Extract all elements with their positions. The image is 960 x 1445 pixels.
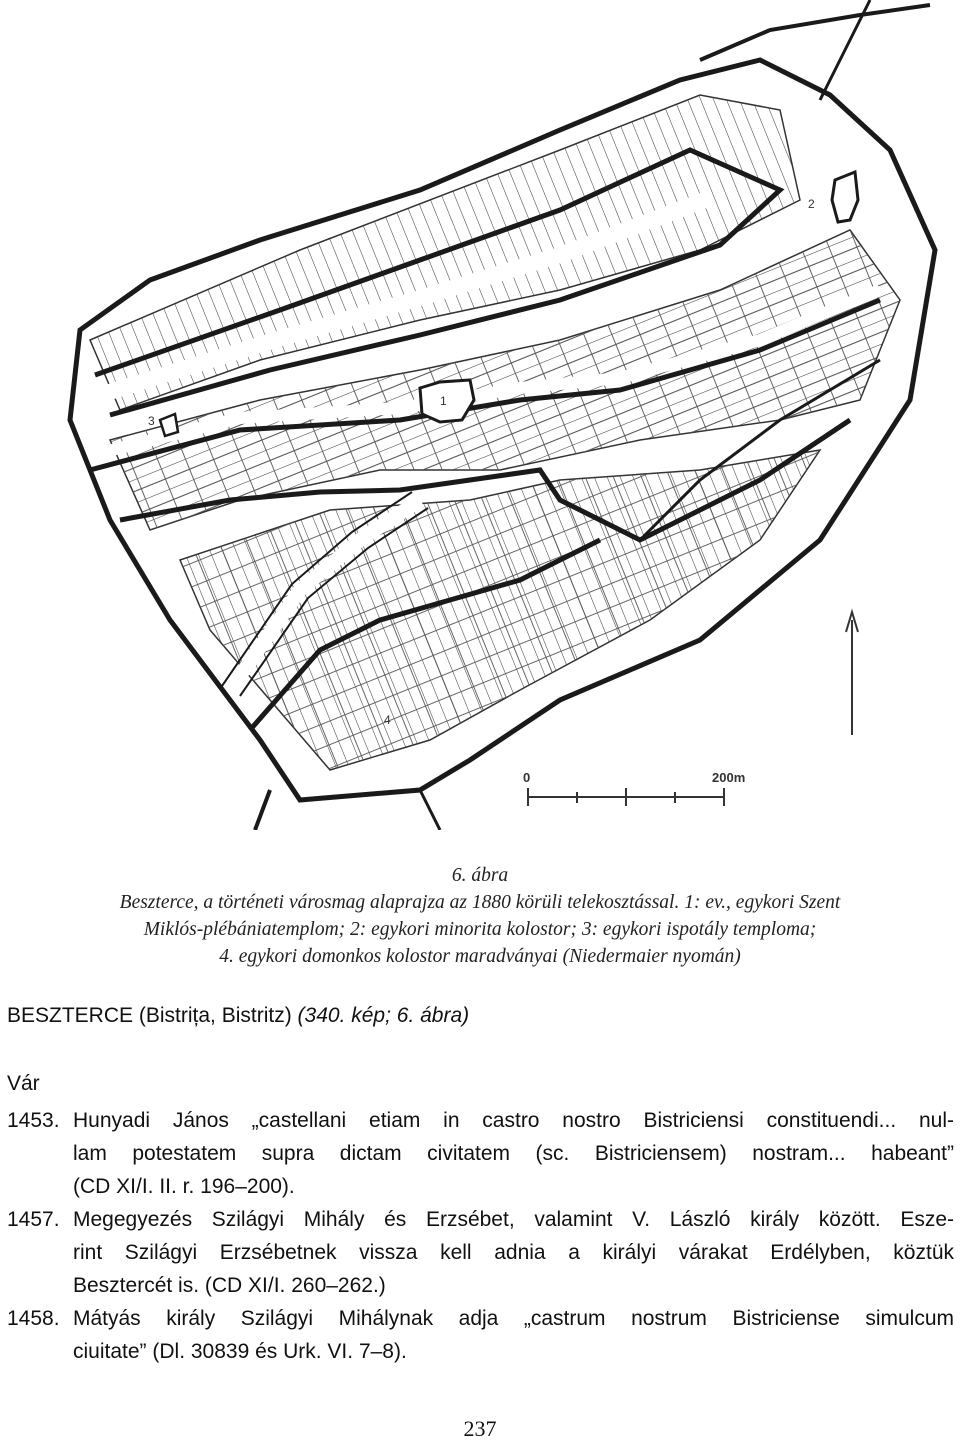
map-label-1: 1 — [440, 394, 447, 408]
outer-road-north — [700, 5, 930, 60]
entry-text-line: rint Szilágyi Erzsébetnek vissza kell adnia a királyi várakat Erdélyben, köztük — [73, 1241, 954, 1264]
entry-text-line: ciuitate” (Dl. 30839 és Urk. VI. 7–8). — [73, 1340, 407, 1363]
map-label-2: 2 — [808, 197, 815, 211]
entry-text-line: (CD XI/I. II. r. 196–200). — [73, 1175, 295, 1198]
map-label-4: 4 — [384, 713, 391, 727]
scale-end-label: 200m — [712, 770, 746, 785]
scale-start-label: 0 — [523, 770, 531, 785]
north-arrow-icon — [846, 612, 858, 735]
caption-line-1: Beszterce, a történeti városmag alaprajza az 1880 körüli telekosztással. 1: ev., egykori Szent — [119, 892, 841, 913]
entry-year: 1457. — [7, 1208, 60, 1231]
entry-1453 — [7, 1104, 954, 1203]
section-heading — [7, 1004, 469, 1028]
church-1-outline — [420, 380, 474, 422]
entry-year: 1453. — [7, 1109, 60, 1132]
entry-1457 — [7, 1203, 954, 1302]
heading-reference: (340. kép; 6. ábra) — [297, 1004, 470, 1027]
entry-year: 1458. — [7, 1307, 60, 1330]
heading-title: BESZTERCE (Bistrița, Bistritz) — [7, 1004, 292, 1027]
subheading-var: Vár — [7, 1072, 40, 1095]
page-number: 237 — [463, 1416, 497, 1441]
caption-line-2: Miklós-plébániatemplom; 2: egykori minorita kolostor; 3: egykori ispotály temploma; — [143, 919, 817, 940]
entry-1458 — [7, 1302, 954, 1368]
entry-text-line: Besztercét is. (CD XI/I. 260–262.) — [73, 1274, 386, 1297]
entry-text-line: Mátyás király Szilágyi Mihálynak adja „castrum nostrum Bistriciense simulcum — [73, 1307, 954, 1330]
entry-text-line: Hunyadi János „castellani etiam in castro nostro Bistriciensi constituendi... nul- — [73, 1109, 954, 1132]
map-label-3: 3 — [148, 414, 155, 428]
entry-text-line: lam potestatem supra dictam civitatem (sc. Bistriciensem) nostram... habeant” — [73, 1142, 954, 1165]
figure-label: 6. ábra — [451, 865, 509, 886]
scale-bar — [523, 770, 745, 806]
caption-line-3: 4. egykori domonkos kolostor maradványai (Niedermaier nyomán) — [219, 946, 741, 967]
entry-text-line: Megegyezés Szilágyi Mihály és Erzsébet, valamint V. László király között. Esze- — [73, 1208, 954, 1231]
outer-road-south — [255, 790, 270, 830]
